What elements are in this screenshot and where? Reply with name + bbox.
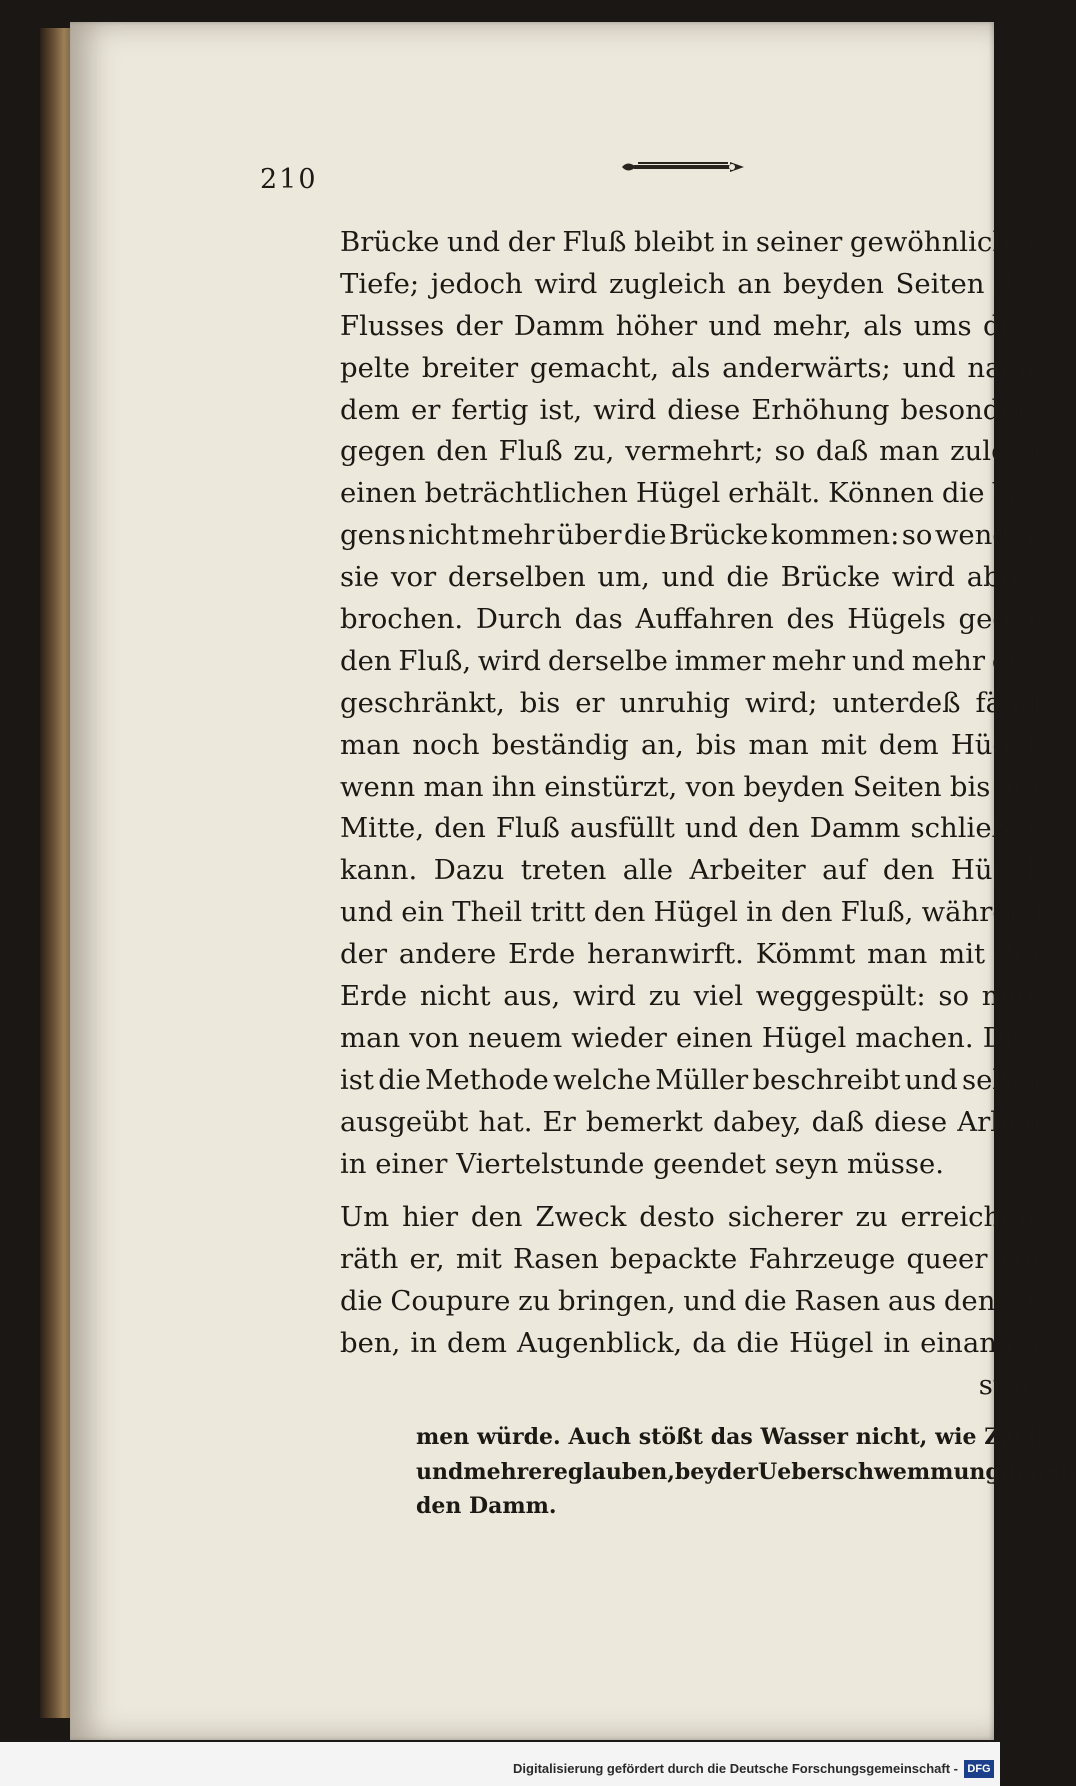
digitization-footer: [0, 1742, 1000, 1786]
header-ornament-icon: [618, 158, 748, 176]
text-line: Um hier den Zweck desto sicherer zu erreichen,: [340, 1201, 1044, 1234]
text-line: wenn man ihn einstürzt, von beyden Seiten bis zur: [340, 770, 1044, 803]
text-line: man noch beständig an, bis man mit dem Hügel,: [340, 728, 1044, 761]
text-line: den Fluß, wird derselbe immer mehr und mehr ein-: [340, 644, 1044, 677]
text-line: Mitte, den Fluß ausfüllt und den Damm schließen: [340, 812, 1044, 845]
text-line: und mehrere glauben, bey der Ueberschwemmung gegen: [416, 1458, 1076, 1485]
footer-credit: Digitalisierung gefördert durch die Deutsche Forschungsgemeinschaft -: [513, 1761, 958, 1776]
text-line: der andere Erde heranwirft. Kömmt man mit der: [340, 938, 1044, 971]
page-number: 210: [260, 164, 318, 195]
text-line: Tiefe; jedoch wird zugleich an beyden Seiten des: [340, 267, 1044, 300]
text-line: geschränkt, bis er unruhig wird; unterdeß fährt: [340, 686, 1044, 719]
paragraph-1: [340, 222, 1044, 1185]
text-line: pelte breiter gemacht, als anderwärts; und nach-: [340, 351, 1044, 384]
text-line: gens nicht mehr über die Brücke kommen: so wenden: [340, 519, 1044, 552]
text-line: Brücke und der Fluß bleibt in seiner gewöhnlichen: [340, 226, 1044, 258]
text-line: brochen. Durch das Auffahren des Hügels gegen: [340, 603, 1044, 636]
catchword: stür-: [978, 1369, 1044, 1402]
text-line: dem er fertig ist, wird diese Erhöhung besonders: [340, 393, 1044, 426]
text-line: kann. Dazu treten alle Arbeiter auf den Hügel,: [340, 854, 1044, 887]
text-line: und ein Theil tritt den Hügel in den Fluß, während: [340, 896, 1044, 929]
text-line: räth er, mit Rasen bepackte Fahrzeuge queer vor: [340, 1243, 1044, 1276]
text-line: die Coupure zu bringen, und die Rasen aus densel-: [340, 1285, 1044, 1318]
main-text: [340, 222, 1044, 1407]
text-line: Flusses der Damm höher und mehr, als ums dop-: [340, 309, 1044, 342]
text-line: gegen den Fluß zu, vermehrt; so daß man zuletzt: [340, 435, 1044, 468]
text-line: ben, in dem Augenblick, da die Hügel in einander: [340, 1327, 1044, 1360]
text-line: sie vor derselben um, und die Brücke wird abge-: [340, 561, 1044, 594]
text-line: Erde nicht aus, wird zu viel weggespült: so muß: [340, 980, 1044, 1013]
text-line: in einer Viertelstunde geendet seyn müsse.: [340, 1147, 945, 1180]
text-line: ausgeübt hat. Er bemerkt dabey, daß diese Arbeit: [340, 1105, 1044, 1138]
text-line: den Damm.: [416, 1493, 557, 1519]
footnote: [416, 1420, 1076, 1524]
text-line: ist die Methode welche Müller beschreibt und selbst: [340, 1063, 1044, 1096]
paragraph-2: [340, 1197, 1044, 1365]
dfg-logo-icon: DFG: [964, 1760, 994, 1778]
text-line: men würde. Auch stößt das Wasser nicht, wie Zach: [416, 1424, 1044, 1450]
book-page: [70, 22, 1076, 1740]
text-line: man von neuem wieder einen Hügel machen. Dies: [340, 1021, 1044, 1054]
text-line: einen beträchtlichen Hügel erhält. Können die Wa-: [340, 477, 1044, 510]
